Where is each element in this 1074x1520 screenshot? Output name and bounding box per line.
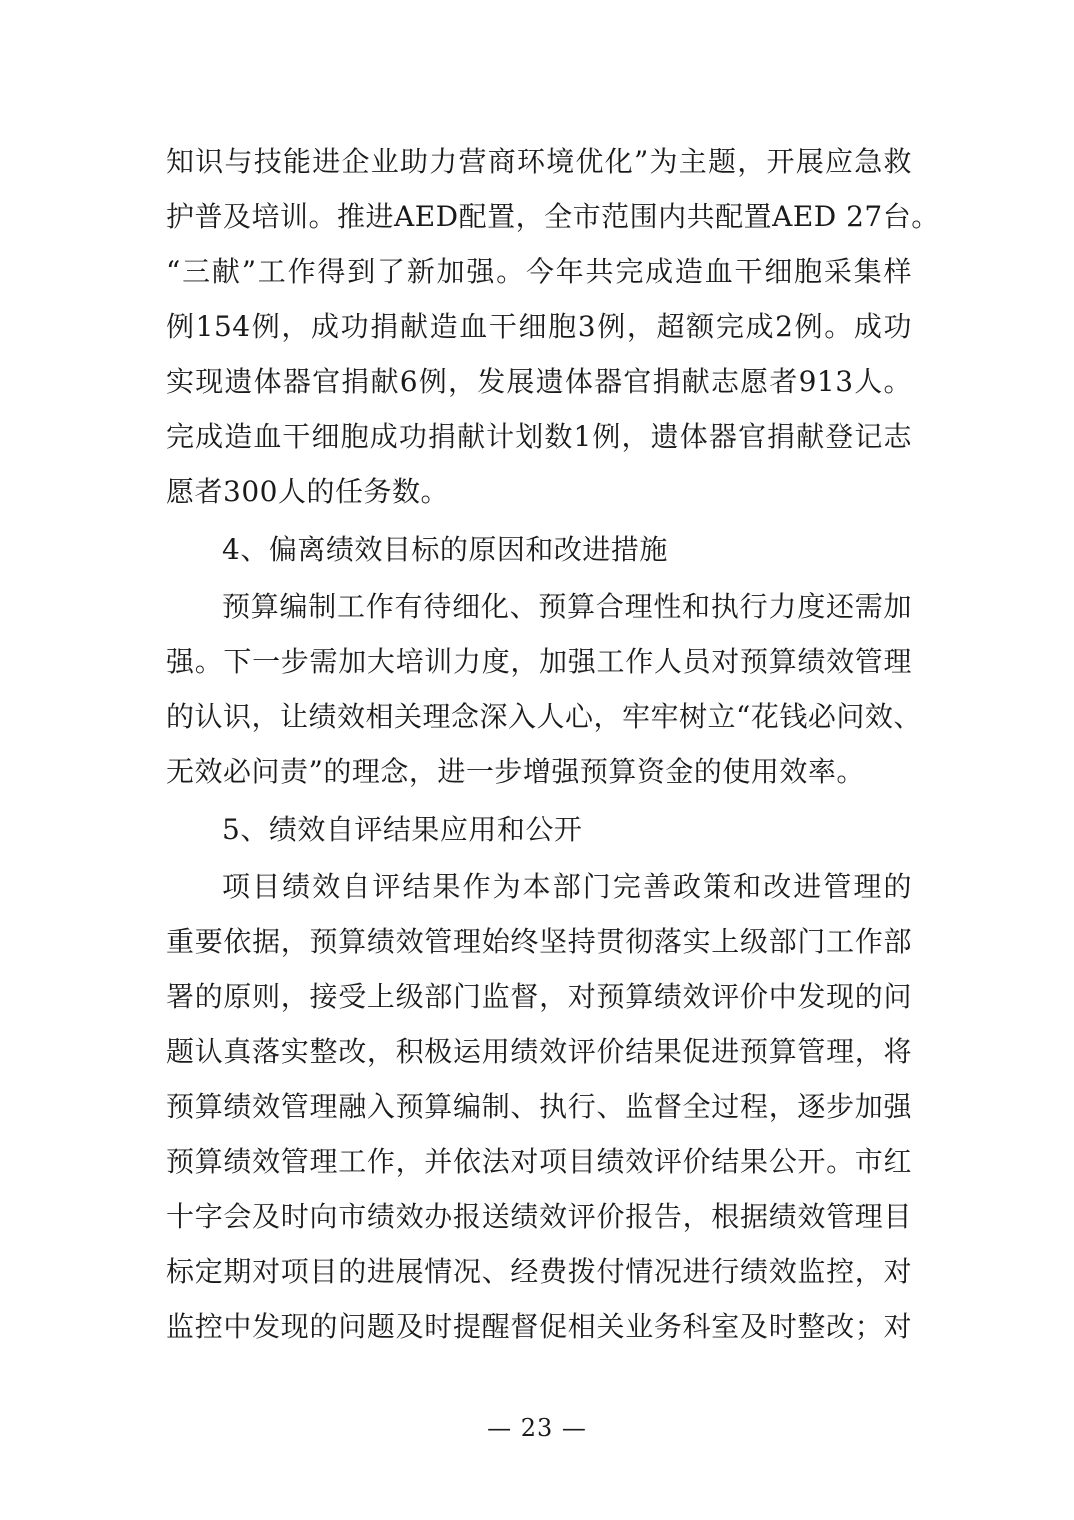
paragraph-line: 强。下一步需加大培训力度，加强工作人员对预算绩效管理	[166, 645, 912, 678]
paragraph-line: 标定期对项目的进展情况、经费拨付情况进行绩效监控，对	[166, 1255, 912, 1288]
paragraph-line: 预算编制工作有待细化、预算合理性和执行力度还需加	[222, 590, 912, 623]
paragraph-line: 项目绩效自评结果作为本部门完善政策和改进管理的	[222, 870, 912, 903]
paragraph-line: 重要依据，预算绩效管理始终坚持贯彻落实上级部门工作部	[166, 925, 912, 958]
page-number: — 23 —	[487, 1414, 587, 1442]
paragraph-line: 愿者300人的任务数。	[166, 475, 449, 508]
paragraph-line: “三献”工作得到了新加强。今年共完成造血干细胞采集样	[166, 255, 912, 288]
section-heading: 4、偏离绩效目标的原因和改进措施	[222, 533, 668, 566]
paragraph-line: 预算绩效管理融入预算编制、执行、监督全过程，逐步加强	[166, 1090, 912, 1123]
paragraph-line: 实现遗体器官捐献6例，发展遗体器官捐献志愿者913人。	[166, 365, 912, 398]
paragraph-line: 十字会及时向市绩效办报送绩效评价报告，根据绩效管理目	[166, 1200, 912, 1233]
paragraph-line: 知识与技能进企业助力营商环境优化”为主题，开展应急救	[166, 145, 912, 178]
section-heading: 5、绩效自评结果应用和公开	[222, 813, 583, 846]
paragraph-line: 例154例，成功捐献造血干细胞3例，超额完成2例。成功	[166, 310, 912, 343]
paragraph-line: 预算绩效管理工作，并依法对项目绩效评价结果公开。市红	[166, 1145, 912, 1178]
paragraph-line: 的认识，让绩效相关理念深入人心，牢牢树立“花钱必问效、	[166, 700, 922, 733]
paragraph-line: 题认真落实整改，积极运用绩效评价结果促进预算管理，将	[166, 1035, 912, 1068]
paragraph-line: 监控中发现的问题及时提醒督促相关业务科室及时整改；对	[166, 1310, 912, 1343]
paragraph-line: 护普及培训。推进AED配置，全市范围内共配置AED 27台。	[166, 200, 940, 233]
paragraph-line: 无效必问责”的理念，进一步增强预算资金的使用效率。	[166, 755, 865, 788]
paragraph-line: 完成造血干细胞成功捐献计划数1例，遗体器官捐献登记志	[166, 420, 912, 453]
paragraph-line: 署的原则，接受上级部门监督，对预算绩效评价中发现的问	[166, 980, 912, 1013]
